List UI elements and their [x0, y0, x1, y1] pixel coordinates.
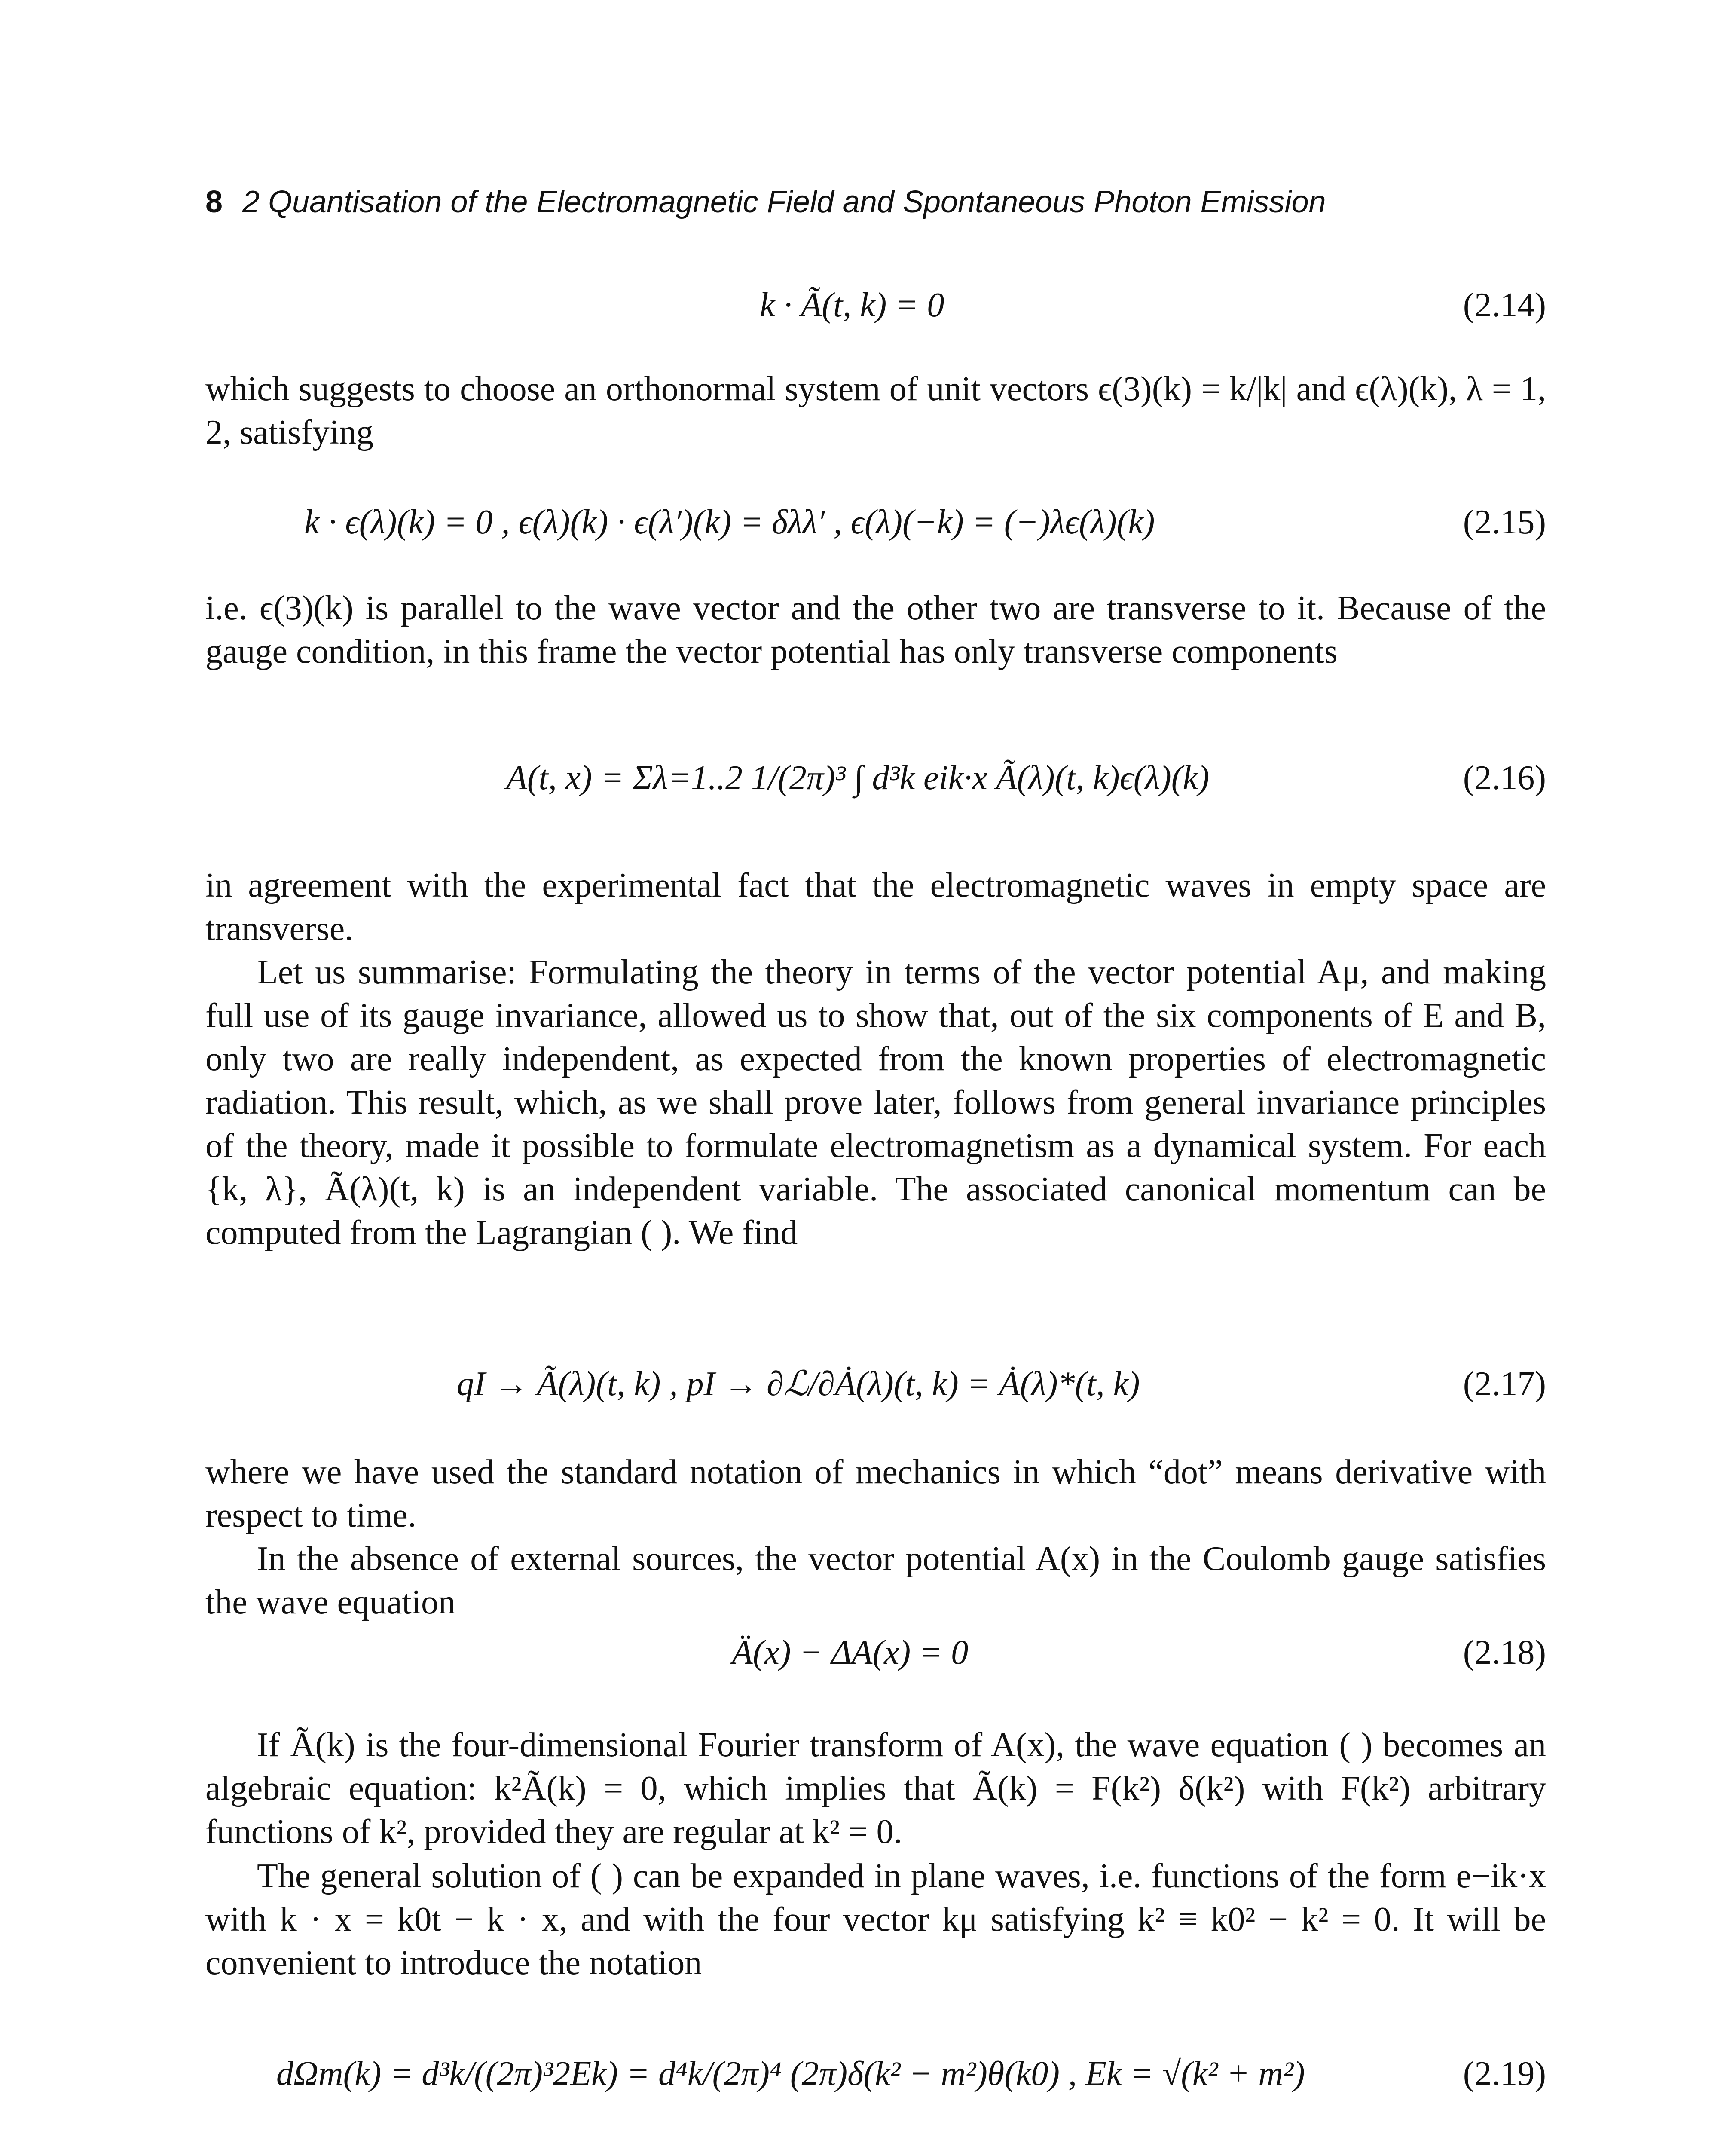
paragraph: The general solution of ( ) can be expanded in plane waves, i.e. functions of the form e−ik·x with k · x = k0t − k · x, and with the four vector kμ satisfying k² ≡ k0² − k² = 0. It will be convenient to introduce the notation: [205, 1857, 1546, 1982]
equation-body: k · Ã(t, k) = 0: [760, 286, 944, 324]
paragraph: If Ã(k) is the four-dimensional Fourier transform of A(x), the wave equation ( ) becomes an algebraic equation: k²Ã(k) = 0, which implies that Ã(k) = F(k²) δ(k²) with F(k²) arbitrary functions of k², provided they are regular at k² = 0.: [205, 1726, 1546, 1851]
equation-body: Ä(x) − ΔA(x) = 0: [732, 1634, 969, 1671]
paragraph: which suggests to choose an orthonormal system of unit vectors ϵ(3)(k) = k/|k| and ϵ(λ)(k), λ = 1, 2, satisfying: [205, 370, 1547, 451]
equation-number: (2.18): [1463, 1634, 1546, 1671]
equation-2-16: [205, 754, 1546, 802]
equation-number: (2.17): [1463, 1365, 1546, 1403]
equation-2-14: [205, 282, 1546, 329]
equation-number: (2.16): [1463, 759, 1546, 797]
paragraph: in agreement with the experimental fact that the electromagnetic waves in empty space are transverse.: [205, 866, 1546, 948]
equation-2-17: [205, 1360, 1546, 1408]
page-number: 8: [205, 185, 223, 219]
paragraph: Let us summarise: Formulating the theory in terms of the vector potential Aμ, and making full use of its gauge invariance, allowed us to show that, out of the six components of E and B, only two are really independent, as expected from the known properties of electromagnetic radiation. This result, which, as we shall prove later, follows from general invariance principles of the theory, made it possible to formulate electromagnetism as a dynamical system. For each {k, λ}, Ã(λ)(t, k) is an independent variable. The associated canonical momentum can be computed from the Lagrangian ( ). We find: [205, 953, 1546, 1252]
paragraph: where we have used the standard notation of mechanics in which “dot” means derivative with respect to time.: [205, 1453, 1546, 1534]
equation-2-15: [205, 499, 1546, 546]
equation-number: (2.14): [1463, 286, 1546, 324]
equation-2-18: [205, 1629, 1546, 1676]
running-header: [205, 183, 1537, 221]
paragraph: In the absence of external sources, the vector potential A(x) in the Coulomb gauge satisfies the wave equation: [205, 1540, 1546, 1621]
equation-body: dΩm(k) = d³k/((2π)³2Ek) = d⁴k/(2π)⁴ (2π)δ(k² − m²)θ(k0) , Ek = √(k² + m²): [276, 2055, 1305, 2093]
equation-body: qI → Ã(λ)(t, k) , pI → ∂ℒ/∂Ȧ(λ)(t, k) = Ȧ(λ)*(t, k): [457, 1365, 1140, 1403]
equation-number: (2.19): [1463, 2055, 1546, 2093]
running-title: 2 Quantisation of the Electromagnetic Field and Spontaneous Photon Emission: [242, 185, 1326, 219]
equation-2-19: [205, 2050, 1546, 2097]
equation-body: A(t, x) = Σλ=1..2 1/(2π)³ ∫ d³k eik·x Ã(λ)(t, k)ϵ(λ)(k): [506, 759, 1210, 797]
equation-body: k · ϵ(λ)(k) = 0 , ϵ(λ)(k) · ϵ(λ′)(k) = δλλ′ , ϵ(λ)(−k) = (−)λϵ(λ)(k): [304, 503, 1155, 541]
paragraph: i.e. ϵ(3)(k) is parallel to the wave vector and the other two are transverse to it. Because of the gauge condition, in this frame the vector potential has only transverse components: [205, 589, 1546, 670]
equation-number: (2.15): [1463, 503, 1546, 541]
